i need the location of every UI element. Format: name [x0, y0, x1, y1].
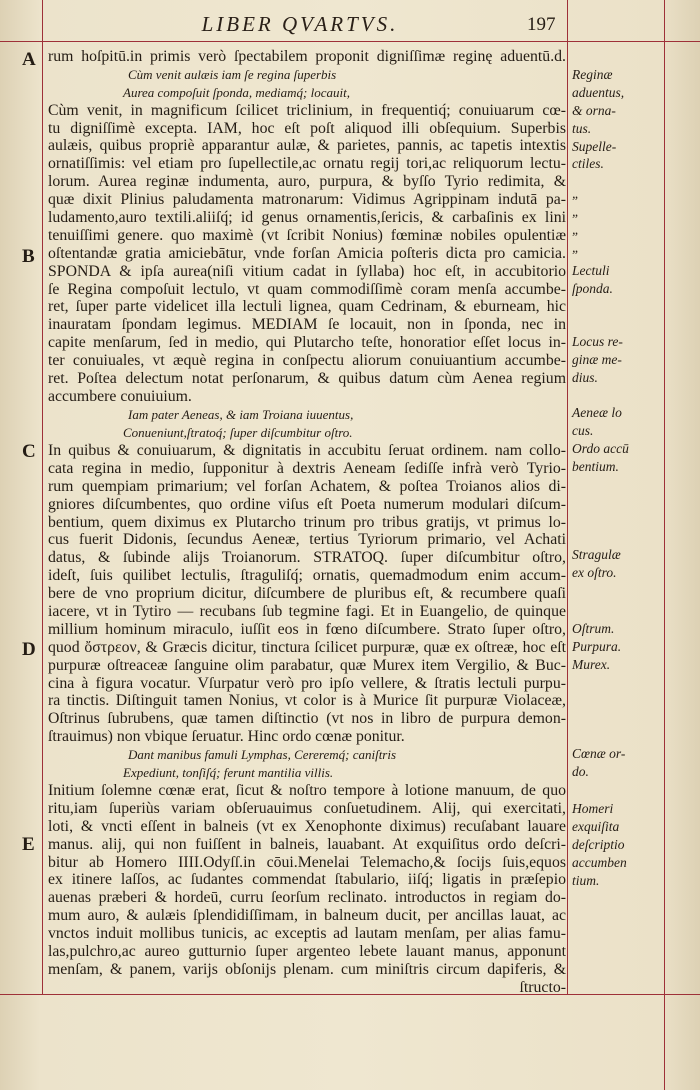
text-line: tu digniſſimè excepta. IAM, hoc eſt poſt aliquod illi obſequium. Superbis — [48, 119, 566, 137]
section-letter-e: E — [22, 834, 35, 855]
margin-note-aeneae: Aeneæ lo cus. — [572, 405, 622, 438]
text-line: ra tinctis. Diſtinguit tamen Nonius, vt color is à Murice ſit purpuræ Violaceæ, — [48, 692, 566, 710]
text-line: ter conuiuales, vt æquè regina in conſpectu aliorum conuiuantium accumbe- — [48, 352, 566, 370]
text-line: loti, & vncti eſſent in balneis (vt ex Xenophonte diximus) recuſabant lauare — [48, 817, 566, 835]
text-line: mum auro, & aulæis ſplendidiſſimam, in balneum ducit, per ancillas lauat, ac — [48, 907, 566, 925]
text-line: cina à figura vocatur. Vſurpatur verò pro ipſo vellere, & ſtratis lectuli purpu- — [48, 674, 566, 692]
section-letter-a: A — [22, 49, 36, 70]
verse-line: Conueniunt,ſtratoq́; ſuper diſcumbitur oſtro. — [123, 424, 353, 440]
text-line: quod ὄστρεον, & Græcis dicitur, tinctura ſcilicet purpuræ, quæ ex oſtreæ, hoc eſt — [48, 638, 566, 656]
margin-note-locus: Locus re- ginæ me- dius. — [572, 334, 623, 385]
text-line: accumbere conuiuium. — [48, 387, 192, 405]
text-line: rum hoſpitū.in primis verò ſpectabilem proponit digniſſimæ reginę aduentū.d. — [48, 48, 566, 65]
margin-note-ordo: Ordo accū bentium. — [572, 441, 629, 474]
text-line: bitur ab Homero IIII.Odyſſ.in cōui.Menelai Telemacho,& ſocijs ſuis,equos — [48, 853, 566, 871]
text-line: ſtrauimus) non vbique ſeruatur. Hinc ordo cœnæ ponitur. — [48, 728, 405, 746]
text-line: aulæis, quibus propriè apparantur aulæ, & parietes, pannis, ac tapetis intextis — [48, 137, 566, 155]
text-line: iacere, vt in Tytiro — recubans ſub tegmine fagi. Et in Euangelio, de quinque — [48, 603, 566, 621]
text-line: las,pulchro,ac aureo gutturnio ſuper argenteo lebete lauant manus, apponunt — [48, 943, 566, 961]
margin-note-coenae: Cœnæ or- do. — [572, 746, 626, 779]
text-line: ret, ſuper parte videlicet illa lectuli lignea, quam Cedrinam, & eburneam, hic — [48, 298, 566, 316]
verse-line: Iam pater Aeneas, & iam Troiana iuuentus, — [128, 406, 354, 422]
section-letter-c: C — [22, 441, 36, 462]
margin-note-reginae: Reginæ aduentus, & orna- tus. Supelle- ctiles. — [572, 67, 625, 172]
text-line: vnctos induit mollibus tunicis, ac exceptis ad lautam menſam, per alias famu- — [48, 925, 566, 943]
text-line: Cùm venit, in magnificum ſcilicet triclinium, in frequentiq́; conuiuarum cœ- — [48, 101, 566, 119]
text-line: ſe Regina compoſuit lectulo, vt quam commodiſſimè coram menſa accumbe- — [48, 280, 566, 298]
text-line: In quibus & conuiuarum, & dignitatis in accubitu ſeruat ordinem. nam collo- — [48, 442, 566, 459]
verse-line: Dant manibus famuli Lymphas, Cereremq́; caniſtris — [128, 747, 397, 763]
text-line: bentium, quem diximus ex Plutarcho trinum pro tribus gratijs, vt primus lo- — [48, 513, 566, 531]
text-line: Oſtrinus ſubrubens, quæ tamen diſtinctio (vt nos in libro de purpura demon- — [48, 710, 566, 728]
text-line: ret. Poſtea delectum notat perſonarum, & quibus datum cùm Aenea regium — [48, 370, 566, 388]
margin-note-lectuli: Lectuli ſponda. — [572, 263, 613, 296]
text-line: rum quempiam primarium; vel forſan Achatem, & poſtea Troianos alios di- — [48, 477, 566, 495]
text-line: cata regina in medio, ſupponitur à dextris Aeneam ſediſſe infrà verò Tyrio- — [48, 459, 566, 477]
text-line: lorum. Aurea reginæ indumenta, auro, purpura, & byſſo Tyrio redimita, & — [48, 173, 566, 191]
left-column-rule — [42, 0, 43, 994]
page-number: 197 — [527, 14, 556, 35]
text-line: datus, & ſubinde alijs Troianorum. STRATOQ. ſuper diſcumbitur oſtro, — [48, 549, 566, 567]
margin-note-ostrum: Oſtrum. Purpura. Murex. — [572, 621, 622, 672]
text-line: quæ dixit Plinius paludamenta matronarum: Vidimus Agrippinam indutā pa- — [48, 191, 566, 209]
header-rule — [0, 41, 700, 42]
margin-quote-marks: „ „ „ „ — [572, 186, 580, 255]
text-line: Initium ſolemne cœnæ erat, ſicut & noſtro tempore à lotione manuum, de quo — [48, 782, 566, 799]
verse-line: Cùm venit aulæis iam ſe regina ſuperbis — [128, 66, 337, 82]
margin-note-homeri: Homeri exquiſita deſcriptio accumben tium. — [572, 801, 627, 888]
text-line: millium hominum miraculo, iuſſit eos in fœno diſcumbere. Strato ſuper oſtro, — [48, 620, 566, 638]
text-block-a — [48, 48, 566, 442]
text-line: gniores diſcumbentes, quo ordine viſus eſt Poeta numerum modulari diſcum- — [48, 495, 566, 513]
text-block-e — [48, 782, 566, 997]
text-line: bere de vno proprium dicitur, diſcumbere de pluribus eſt, & recumbere quaſi — [48, 585, 566, 603]
margin-column-rule — [567, 0, 568, 994]
outer-rule — [664, 0, 665, 1090]
text-line: ex itinere laſſos, ac ſudantes commendat ſtabulario, iiſq́; ligatis in præſepio — [48, 871, 566, 889]
text-line: tenuiſſimi genere. quo maximè (vt ſcribit Nonius) fœminæ nobiles opulentiæ — [48, 226, 566, 244]
margin-note-stragulae: Stragulæ ex oſtro. — [572, 547, 621, 580]
text-line: ludamento,auro textili.aliiſq́; id genus ornamentis,ſericis, & carbaſinis ex lini — [48, 209, 566, 227]
text-line: SPONDA & ipſa aurea(niſi vitium cadat in ſyllaba) hoc eſt, in accubitorio — [48, 262, 566, 280]
text-line: purpuræ oſtreaceæ ſanguine olim parabatur, quæ Murex item Vergilio, & Buc- — [48, 656, 566, 674]
section-letter-d: D — [22, 639, 36, 660]
running-title: LIBER QVARTVS. — [201, 12, 399, 36]
text-line: auenas præberi & hordeū, curru ſeorſum reclinato. introductos in regiam do- — [48, 889, 566, 907]
verse-line: Aurea compoſuit ſponda, mediamq́; locauit, — [123, 84, 350, 100]
text-line: ideſt, ſuis quilibet lectulis, ſtraguliſq́; ornatis, quemadmodum enim accum- — [48, 567, 566, 585]
text-block-c — [48, 442, 566, 782]
text-line: ritu,iam ſuperiùs variam obſeruauimus conſuetudinem. Alij, qui exercitati, — [48, 799, 566, 817]
verse-line: Expediunt, tonſiſq́; ferunt mantilia villis. — [123, 765, 334, 781]
text-line: cus fuerit Didonis, ſecundus Aeneæ, tertius Tyriorum primario, vel Achati — [48, 531, 566, 549]
text-line: oſtentandæ gratia amiciebātur, vnde forſan Amicia poſteris dicta pro camicia. — [48, 244, 566, 262]
text-line: ornatiſſimis: vel etiam pro ſupellectile,ac ornatu regij tori,ac reliquorum lectu- — [48, 155, 566, 173]
text-line: capite menſarum, ſed in medio, qui Plutarcho teſte, honoratior eſſet locus in- — [48, 334, 566, 352]
text-line: manus. alij, qui non fuiſſent in balneis, lauabant. At exquiſitus ordo deſcri- — [48, 835, 566, 853]
section-letter-b: B — [22, 246, 35, 267]
catchword: ſtructo- — [519, 978, 566, 996]
text-line: menſam, & panem, varijs obſonijs plenam. cum miniſtris circum dapiferis, & — [48, 960, 566, 978]
text-line: inauratam ſpondam legimus. MEDIAM ſe locauit, non in ſponda, nec in — [48, 316, 566, 334]
